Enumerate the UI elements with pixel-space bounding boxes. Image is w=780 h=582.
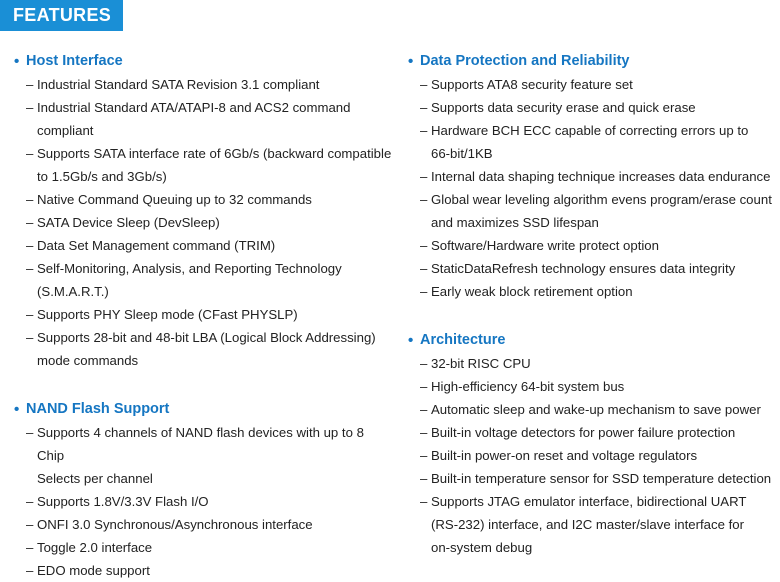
list-item-continuation: mode commands xyxy=(37,353,139,368)
bullet-icon: • xyxy=(14,52,20,70)
section-heading xyxy=(408,50,778,72)
list-item: – Early weak block retirement option xyxy=(420,284,633,299)
list-item-continuation: 66-bit/1KB xyxy=(431,146,493,161)
list-item: – Automatic sleep and wake-up mechanism to save power xyxy=(420,402,761,417)
list-item-continuation: on-system debug xyxy=(431,540,533,555)
list-item: – Industrial Standard SATA Revision 3.1 compliant xyxy=(26,77,320,92)
section-heading xyxy=(14,398,394,420)
list-item: – Data Set Management command (TRIM) xyxy=(26,238,276,253)
section-data-protection xyxy=(408,50,778,303)
section-host-interface xyxy=(14,50,394,372)
list-item: – Toggle 2.0 interface xyxy=(26,540,153,555)
list-item: – Software/Hardware write protect option xyxy=(420,238,659,253)
list-item: – Supports ATA8 security feature set xyxy=(420,77,633,92)
features-banner xyxy=(0,0,123,31)
list-item: – Hardware BCH ECC capable of correcting errors up to xyxy=(420,123,749,138)
list-item-continuation: and maximizes SSD lifespan xyxy=(431,215,599,230)
list-item: – StaticDataRefresh technology ensures data integrity xyxy=(420,261,736,276)
list-item: – SATA Device Sleep (DevSleep) xyxy=(26,215,220,230)
list-item: – Global wear leveling algorithm evens program/erase count xyxy=(420,192,772,207)
list-item-continuation: Selects per channel xyxy=(37,471,153,486)
list-item: – Built-in voltage detectors for power failure protection xyxy=(420,425,736,440)
section-title: Data Protection and Reliability xyxy=(420,53,630,69)
list-item: – EDO mode support xyxy=(26,563,150,578)
list-item: – High-efficiency 64-bit system bus xyxy=(420,379,625,394)
bullet-icon: • xyxy=(408,331,414,349)
list-item: – Supports data security erase and quick erase xyxy=(420,100,696,115)
section-heading xyxy=(408,329,778,351)
list-item: – Built-in power-on reset and voltage regulators xyxy=(420,448,698,463)
list-item: – Internal data shaping technique increases data endurance xyxy=(420,169,771,184)
features-title: FEATURES xyxy=(13,5,112,25)
section-title: Host Interface xyxy=(26,53,123,69)
right-column xyxy=(408,50,778,559)
list-item: – Supports 1.8V/3.3V Flash I/O xyxy=(26,494,209,509)
section-architecture xyxy=(408,329,778,559)
list-item: – Self-Monitoring, Analysis, and Reporting Technology xyxy=(26,261,342,276)
section-title: NAND Flash Support xyxy=(26,401,170,417)
bullet-icon: • xyxy=(14,400,20,418)
section-title: Architecture xyxy=(420,332,506,348)
list-item: – ONFI 3.0 Synchronous/Asynchronous interface xyxy=(26,517,313,532)
list-item: – Supports JTAG emulator interface, bidirectional UART xyxy=(420,494,747,509)
list-item-continuation: (RS-232) interface, and I2C master/slave interface for xyxy=(431,517,744,532)
list-item-continuation: (S.M.A.R.T.) xyxy=(37,284,109,299)
list-item-continuation: compliant xyxy=(37,123,94,138)
section-nand-flash-support xyxy=(14,398,394,582)
list-item: – Supports 4 channels of NAND flash devices with up to 8 Chip xyxy=(26,425,364,463)
list-item: – Industrial Standard ATA/ATAPI-8 and ACS2 command xyxy=(26,100,351,115)
list-item: – Built-in temperature sensor for SSD temperature detection xyxy=(420,471,772,486)
bullet-icon: • xyxy=(408,52,414,70)
list-item: – 32-bit RISC CPU xyxy=(420,356,531,371)
section-heading xyxy=(14,50,394,72)
left-column xyxy=(14,50,394,582)
list-item: – Supports SATA interface rate of 6Gb/s (backward compatible xyxy=(26,146,392,161)
list-item-continuation: to 1.5Gb/s and 3Gb/s) xyxy=(37,169,167,184)
list-item: – Native Command Queuing up to 32 commands xyxy=(26,192,312,207)
list-item: – Supports PHY Sleep mode (CFast PHYSLP) xyxy=(26,307,298,322)
list-item: – Supports 28-bit and 48-bit LBA (Logical Block Addressing) xyxy=(26,330,376,345)
